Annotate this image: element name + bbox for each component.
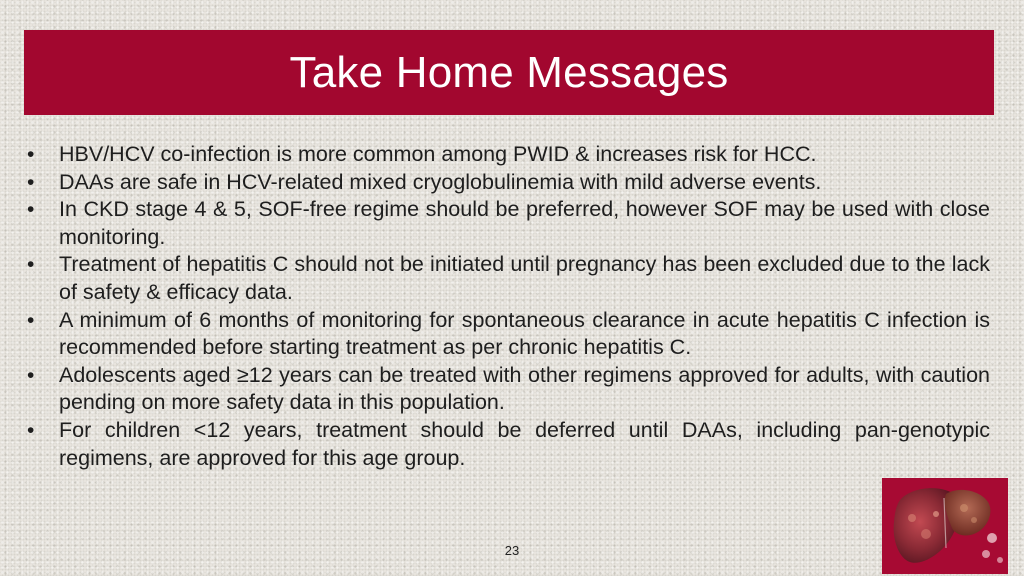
bullet-dot-icon: • [27, 170, 35, 194]
bullet-dot-icon: • [27, 143, 35, 166]
bullet-text: DAAs are safe in HCV-related mixed cryoglobulinemia with mild adverse events. [59, 169, 822, 194]
bullet-text: Adolescents aged ≥12 years can be treated with other regimens approved for adults, with caution pending on more safety data in this population. [59, 362, 990, 415]
bullet-text: Treatment of hepatitis C should not be initiated until pregnancy has been excluded due to the lack of safety & efficacy data. [59, 252, 990, 304]
bullet-item [25, 251, 990, 306]
bullet-text: A minimum of 6 months of monitoring for spontaneous clearance in acute hepatitis C infection is recommended before starting treatment as per chronic hepatitis C. [59, 307, 990, 360]
liver-illustration-icon [882, 478, 1008, 574]
bullet-dot-icon: • [27, 363, 35, 387]
bullet-dot-icon: • [27, 253, 35, 277]
bullet-dot-icon: • [27, 418, 35, 442]
page-number: 23 [504, 543, 520, 558]
bullet-list [25, 141, 990, 472]
slide-title: Take Home Messages [289, 47, 729, 97]
bullet-item [25, 417, 990, 472]
bullet-text: In CKD stage 4 & 5, SOF-free regime should be preferred, however SOF may be used with close monitoring. [59, 197, 990, 249]
bullet-dot-icon: • [27, 308, 35, 332]
bullet-item [25, 169, 990, 197]
bullet-text: HBV/HCV co-infection is more common among PWID & increases risk for HCC. [59, 142, 817, 166]
bullet-item [25, 141, 990, 169]
bullet-item [25, 362, 990, 417]
title-bar [24, 30, 994, 115]
bullet-item [25, 307, 990, 362]
bullet-dot-icon: • [27, 198, 35, 222]
bullet-text: For children <12 years, treatment should be deferred until DAAs, including pan-genotypic regimens, are approved for this age group. [59, 417, 990, 470]
bullet-item [25, 196, 990, 251]
